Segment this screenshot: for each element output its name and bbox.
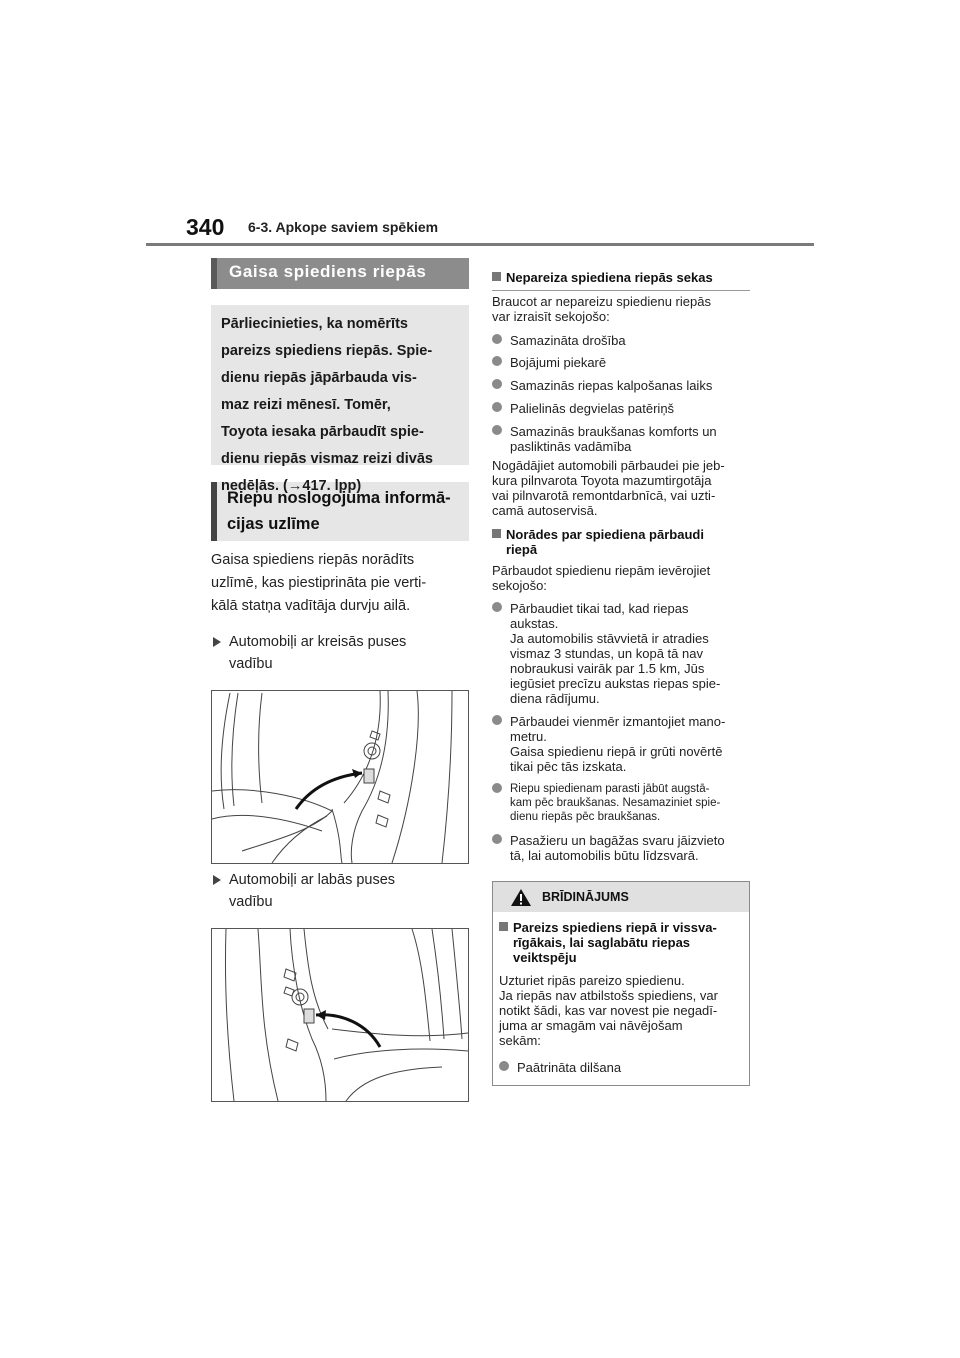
figure-lhd-door-pillar <box>211 690 469 864</box>
bullet-item: Riepu spiedienam parasti jābūt augstā- kam pēc braukšanas. Nesamaziniet spie- dienu riepās pēc braukšanas. <box>492 782 750 824</box>
warning-text: Uzturiet ripās pareizo spiedienu. Ja riepās nav atbilstošs spiediens, var notikt šādi, kas var novest pie negadī- juma ar smagām vai nāvējošam sekām: <box>499 973 718 1048</box>
bullet-item: Pārbaudiet tikai tad, kad riepas aukstas. Ja automobilis stāvvietā ir atradies vismaz 3 stundas, un kopā tā nav nobraukusi vairāk par 1.5 km, Jūs iegūsiet precīzu aukstas riepas spie- diena rādījumu. <box>492 601 750 706</box>
round-bullet-icon <box>492 715 502 725</box>
bullet-item: Pārbaudei vienmēr izmantojiet mano- metru. Gaisa spiedienu riepā ir grūti novērtē tikai pēc tās izskata. <box>492 714 750 774</box>
intro-line: maz reizi mēnesī. Tomēr, <box>221 397 391 413</box>
warning-bullet-item: Paātrināta dilšana <box>499 1060 743 1075</box>
label-location-text <box>211 549 469 618</box>
body-line: kālā statņa vadītāja durvju ailā. <box>211 598 411 614</box>
round-bullet-icon <box>492 402 502 412</box>
block-pressure-check <box>492 527 750 863</box>
section-title: 6-3. Apkope saviem spēkiem <box>248 219 439 235</box>
item-line: Automobiļi ar labās puses <box>229 872 396 888</box>
bullet-item: Palielinās degvielas patēriņš <box>492 401 750 416</box>
bullet-item: Pasažieru un bagāžas svaru jāizvieto tā, lai automobilis būtu līdzsvarā. <box>492 833 750 863</box>
triangle-bullet-icon <box>213 875 221 885</box>
bullet-item: Bojājumi piekarē <box>492 355 750 370</box>
page-number: 340 <box>186 214 225 240</box>
bullet-item: Samazinās riepas kalpošanas laiks <box>492 378 750 393</box>
block-incorrect-pressure <box>492 258 750 518</box>
intro-box <box>211 305 469 494</box>
round-bullet-icon <box>492 834 502 844</box>
subheading-pressure-check: Norādes par spiediena pārbaudi riepā <box>492 527 750 557</box>
round-bullet-icon <box>492 425 502 435</box>
subheading-incorrect-pressure: Nepareiza spiediena riepās sekas <box>492 270 750 285</box>
paragraph: Pārbaudot spiedienu riepām ievērojiet sekojošo: <box>492 563 711 593</box>
bullet-item: Samazinās braukšanas komforts un pasliktinās vadāmība <box>492 424 750 454</box>
door-pillar-illustration <box>212 691 468 863</box>
paragraph: Braucot ar nepareizu spiedienu riepās var izraisīt sekojošo: <box>492 294 711 324</box>
page-header <box>0 0 960 250</box>
round-bullet-icon <box>492 783 502 793</box>
round-bullet-icon <box>492 334 502 344</box>
intro-line: Toyota iesaka pārbaudīt spie- <box>221 424 424 440</box>
warning-triangle-icon <box>510 888 532 907</box>
body-line: uzlīmē, kas piestiprināta pie verti- <box>211 575 427 591</box>
round-bullet-icon <box>492 356 502 366</box>
section-heading-line: Riepu noslogojuma informā- <box>227 489 451 507</box>
warning-header <box>493 882 749 912</box>
square-bullet-icon <box>492 529 501 538</box>
header-rule <box>146 243 814 246</box>
square-bullet-icon <box>492 272 501 281</box>
subheading-rule <box>492 290 750 291</box>
intro-line: dienu riepās vismaz reizi divās <box>221 451 433 467</box>
intro-line: pareizs spiediens riepās. Spie- <box>221 343 433 359</box>
section-heading-load-label <box>211 482 469 541</box>
warning-body <box>493 912 749 1085</box>
door-pillar-illustration <box>212 929 468 1101</box>
triangle-bullet-icon <box>213 637 221 647</box>
round-bullet-icon <box>492 379 502 389</box>
warning-box <box>492 881 750 1086</box>
figure-rhd-door-pillar <box>211 928 469 1102</box>
bullet-item: Samazināta drošība <box>492 333 750 348</box>
left-column <box>211 258 469 1102</box>
section-heading-tire-pressure: Gaisa spiediens riepās <box>211 258 469 289</box>
section-heading-line: cijas uzlīme <box>227 515 320 533</box>
body-line: Gaisa spiediens riepās norādīts <box>211 552 415 568</box>
intro-line: dienu riepās jāpārbauda vis- <box>221 370 417 386</box>
item-right-hand-drive <box>211 869 469 913</box>
round-bullet-icon <box>499 1061 509 1071</box>
warning-title: BRĪDINĀJUMS <box>542 890 629 904</box>
item-left-hand-drive <box>211 631 469 675</box>
item-line: vadību <box>229 894 273 910</box>
intro-line: Pārliecinieties, ka nomērīts <box>221 316 408 332</box>
item-line: vadību <box>229 656 273 672</box>
paragraph: Nogādājiet automobili pārbaudei pie jeb- kura pilnvarota Toyota mazumtirgotāja vai pilnvarotā remontdarbnīcā, vai uzti- camā autoservisā. <box>492 458 725 518</box>
right-column <box>492 258 750 1086</box>
item-line: Automobiļi ar kreisās puses <box>229 634 407 650</box>
square-bullet-icon <box>499 922 508 931</box>
intro-line: nedēļās. (→417. lpp) <box>221 478 362 494</box>
warning-subheading: Pareizs spiediens riepā ir vissva- rīgākais, lai saglabātu riepas veiktspēju <box>499 920 743 965</box>
round-bullet-icon <box>492 602 502 612</box>
